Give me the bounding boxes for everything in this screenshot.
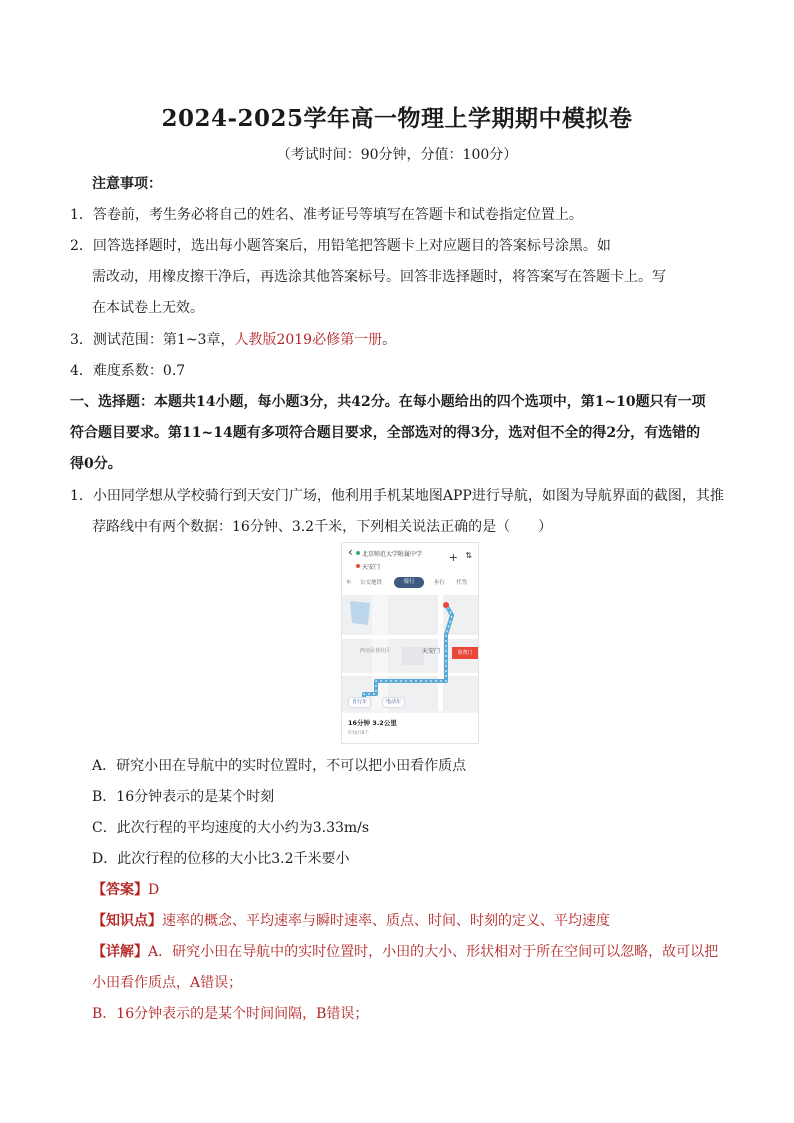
- answer-value: D: [148, 882, 160, 898]
- question-1-line2: 荐路线中有两个数据：16分钟、3.2千米，下列相关说法正确的是（ ）: [92, 519, 553, 535]
- origin-dot-icon: [356, 551, 360, 555]
- option-a: A．研究小田在导航中的实时位置时，不可以把小田看作质点: [92, 758, 467, 774]
- detail-line-1: [92, 942, 718, 962]
- nav-header: [342, 543, 478, 595]
- notice-heading: 注意事项：: [92, 176, 162, 192]
- traffic-light-note: 红绿灯8个: [348, 731, 369, 736]
- tab-driver: 代驾: [456, 580, 468, 586]
- destination-badge: 收费门: [452, 647, 478, 659]
- note-2: 2．回答选择题时，选出每小题答案后，用铅笔把答题卡上对应题目的答案标号涂黑。如: [70, 238, 611, 254]
- ebike-chip: 电动车: [382, 697, 405, 708]
- area-label: 西交民巷社区: [360, 648, 391, 654]
- tab-car: 车: [346, 580, 352, 586]
- section-header-1: 一、选择题：本题共14小题，每小题3分，共42分。在每小题给出的四个选项中，第1~10题只有一项: [70, 394, 706, 410]
- knowledge-line: [92, 911, 610, 931]
- note-2-end: 在本试卷上无效。: [92, 300, 204, 316]
- scope-suffix: 。: [382, 332, 397, 348]
- tiananmen-label: 天安门: [422, 648, 441, 655]
- back-icon: ‹: [348, 545, 353, 559]
- note-4: 4．难度系数：0.7: [70, 363, 186, 379]
- add-icon: +: [448, 551, 458, 564]
- page-title: 2024-2025学年高一物理上学期期中模拟卷: [161, 105, 633, 132]
- route-summary-card: [342, 713, 478, 743]
- exam-subtitle: （考试时间：90分钟，分值：100分）: [276, 147, 518, 163]
- detail-line-2: 小田看作质点，A错误；: [92, 975, 243, 991]
- note-1: 1．答卷前，考生务必将自己的姓名、准考证号等填写在答题卡和试卷指定位置上。: [70, 207, 583, 223]
- destination-text: 天安门: [362, 564, 381, 571]
- answer-key: 【答案】: [92, 882, 148, 898]
- detail-text-1: A．研究小田在导航中的实时位置时，小田的大小、形状相对于所在空间可以忽略，故可以把: [148, 944, 719, 960]
- section-header-2: 符合题目要求。第11~14题有多项符合题目要求，全部选对的得3分，选对但不全的得2分，有选错的: [70, 425, 701, 441]
- option-c: C．此次行程的平均速度的大小约为3.33m/s: [92, 820, 370, 836]
- option-b: B．16分钟表示的是某个时刻: [92, 789, 275, 805]
- mode-tabs: [342, 577, 478, 591]
- origin-text: 北京师范大学附属中学: [362, 551, 423, 558]
- map-area: [342, 595, 478, 711]
- note-3: [70, 330, 396, 350]
- tab-bike: 骑行: [394, 577, 424, 588]
- tab-walk: 步行: [434, 580, 446, 586]
- destination-dot-icon: [356, 564, 360, 568]
- question-1-line1: 1．小田同学想从学校骑行到天安门广场，他利用手机某地图APP进行导航，如图为导航界面的截图，其推: [70, 488, 724, 504]
- note-2-cont: 需改动，用橡皮擦干净后，再选涂其他答案标号。回答非选择题时，将答案写在答题卡上。写: [92, 269, 666, 285]
- tab-transit: 公交地铁: [360, 580, 383, 586]
- detail-line-3: B．16分钟表示的是某个时间间隔，B错误；: [92, 1006, 369, 1022]
- section-header-3: 得0分。: [70, 456, 122, 472]
- answer-line: [92, 880, 159, 900]
- knowledge-key: 【知识点】: [92, 913, 162, 929]
- knowledge-value: 速率的概念、平均速率与瞬时速率、质点、时间、时刻的定义、平均速度: [162, 913, 610, 929]
- scope-highlight: 人教版2019必修第一册: [234, 332, 383, 348]
- scope-prefix: 3．测试范围：第1~3章，: [70, 332, 235, 348]
- option-d: D．此次行程的位移的大小比3.2千米要小: [92, 851, 350, 867]
- swap-icon: ⇅: [465, 551, 472, 560]
- bike-chip: 自行车: [348, 697, 371, 708]
- duration-distance: 16分钟 3.2公里: [348, 719, 397, 727]
- navigation-screenshot: [341, 542, 479, 744]
- detail-key: 【详解】: [92, 944, 148, 960]
